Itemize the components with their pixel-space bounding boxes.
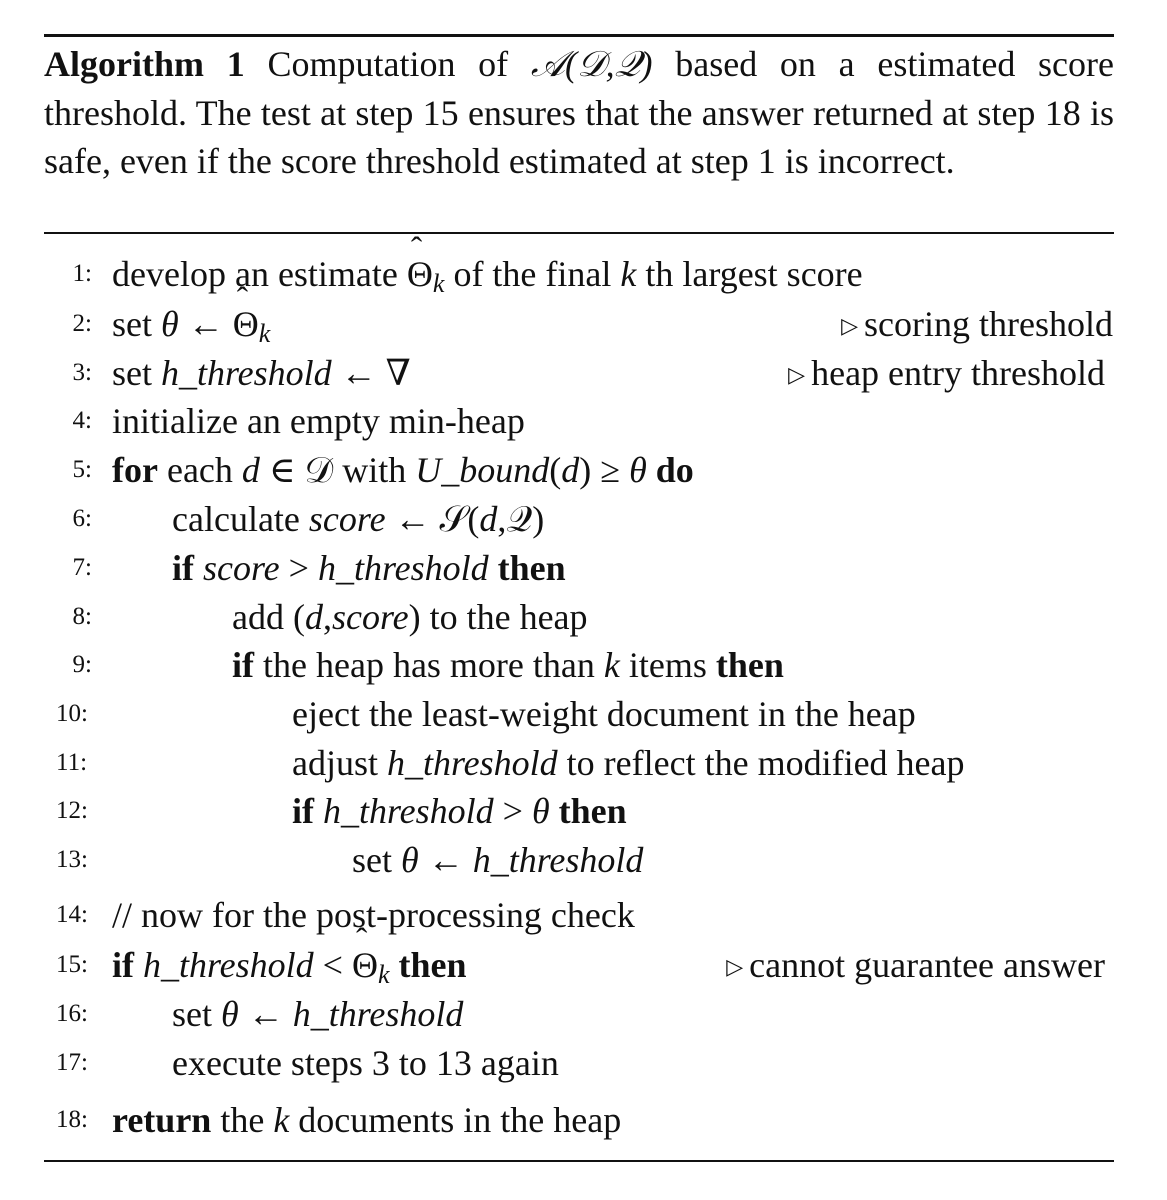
- caption-prefix: Computation of: [267, 44, 509, 84]
- line-comment: ▷ scoring threshold: [841, 304, 1113, 344]
- line-number: 5:: [72, 456, 92, 483]
- caption-rule: [44, 232, 1114, 234]
- line-body: return the k documents in the heap: [112, 1100, 622, 1140]
- line-body: if the heap has more than k items then: [232, 645, 784, 685]
- algorithm-line-13: [0, 836, 1167, 884]
- line-number: 4:: [72, 407, 92, 434]
- line-comment: ▷ cannot guarantee answer: [726, 945, 1105, 985]
- line-body: develop an estimate ˆ $\Theta_k$ of the final k th largest score: [112, 250, 863, 298]
- line-comment: ▷ heap entry threshold: [788, 353, 1105, 393]
- algorithm-line-4: [0, 397, 1167, 445]
- caption-function: 𝒜(𝒟,𝒬): [530, 44, 653, 84]
- algorithm-line-9: [0, 641, 1167, 689]
- algorithm-line-16: [0, 990, 1167, 1038]
- algorithm-line-10: [0, 690, 1167, 738]
- line-number: 18:: [56, 1106, 88, 1133]
- line-body: set h_threshold ← ∇: [112, 353, 411, 393]
- line-body: set θ ← ˆ $\Theta_k$: [112, 300, 270, 348]
- caption-text: based on a estimated score threshold. The test at step 15 ensures that the answer returned at step 18 is safe, even if the score threshold estimated at step 1 is incorrect.: [44, 44, 1115, 181]
- algorithm-line-7: [0, 544, 1167, 592]
- line-number: 7:: [72, 554, 92, 581]
- algorithm-line-2: [0, 300, 1167, 348]
- algorithm-line-1: [0, 250, 1167, 298]
- algorithm-caption: [44, 40, 1114, 186]
- line-number: 9:: [72, 651, 92, 678]
- algorithm-line-3: [0, 349, 1167, 397]
- line-number: 12:: [56, 797, 88, 824]
- line-body: calculate score ← 𝒮(d,𝒬): [172, 499, 545, 539]
- line-body: add (d,score) to the heap: [232, 597, 588, 637]
- line-body: if h_threshold < ˆ $\Theta_k$ then: [112, 941, 467, 989]
- line-number: 8:: [72, 603, 92, 630]
- line-body: initialize an empty min-heap: [112, 401, 525, 441]
- top-rule: [44, 34, 1114, 37]
- algorithm-line-6: [0, 495, 1167, 543]
- line-number: 11:: [56, 749, 88, 776]
- line-number: 15:: [56, 951, 88, 978]
- algorithm-line-15: [0, 941, 1167, 989]
- line-body: adjust h_threshold to reflect the modified heap: [292, 743, 965, 783]
- algorithm-line-18: [0, 1096, 1167, 1144]
- comment-triangle-icon: ▷: [841, 313, 859, 338]
- algorithm-line-14: [0, 891, 1167, 939]
- line-number: 10:: [56, 700, 88, 727]
- line-number: 14:: [56, 901, 88, 928]
- algorithm-line-17: [0, 1039, 1167, 1087]
- algorithm-line-11: [0, 739, 1167, 787]
- line-number: 16:: [56, 1000, 88, 1027]
- line-number: 17:: [56, 1049, 88, 1076]
- line-body: eject the least-weight document in the heap: [292, 694, 916, 734]
- line-body: // now for the post-processing check: [112, 895, 635, 935]
- algorithm-line-5: [0, 446, 1167, 494]
- line-number: 1:: [72, 260, 92, 287]
- algorithm-line-8: [0, 593, 1167, 641]
- theta-hat: ˆ Θ: [352, 941, 378, 989]
- line-body: if h_threshold > θ then: [292, 791, 627, 831]
- line-number: 3:: [72, 359, 92, 386]
- line-number: 13:: [56, 846, 88, 873]
- theta-hat: ˆ Θ: [407, 250, 433, 298]
- line-body: set θ ← h_threshold: [172, 994, 464, 1034]
- algorithm-line-12: [0, 787, 1167, 835]
- line-body: if score > h_threshold then: [172, 548, 566, 588]
- line-body: for each d ∈ 𝒟 with U_bound(d) ≥ θ do: [112, 450, 694, 490]
- line-body: execute steps 3 to 13 again: [172, 1043, 559, 1083]
- comment-triangle-icon: ▷: [726, 954, 744, 979]
- comment-triangle-icon: ▷: [788, 362, 806, 387]
- line-number: 2:: [72, 310, 92, 337]
- line-number: 6:: [72, 505, 92, 532]
- theta-hat: ˆ Θ: [233, 300, 259, 348]
- algorithm-label: Algorithm 1: [44, 44, 245, 84]
- bottom-rule: [44, 1160, 1114, 1162]
- line-body: set θ ← h_threshold: [352, 840, 644, 880]
